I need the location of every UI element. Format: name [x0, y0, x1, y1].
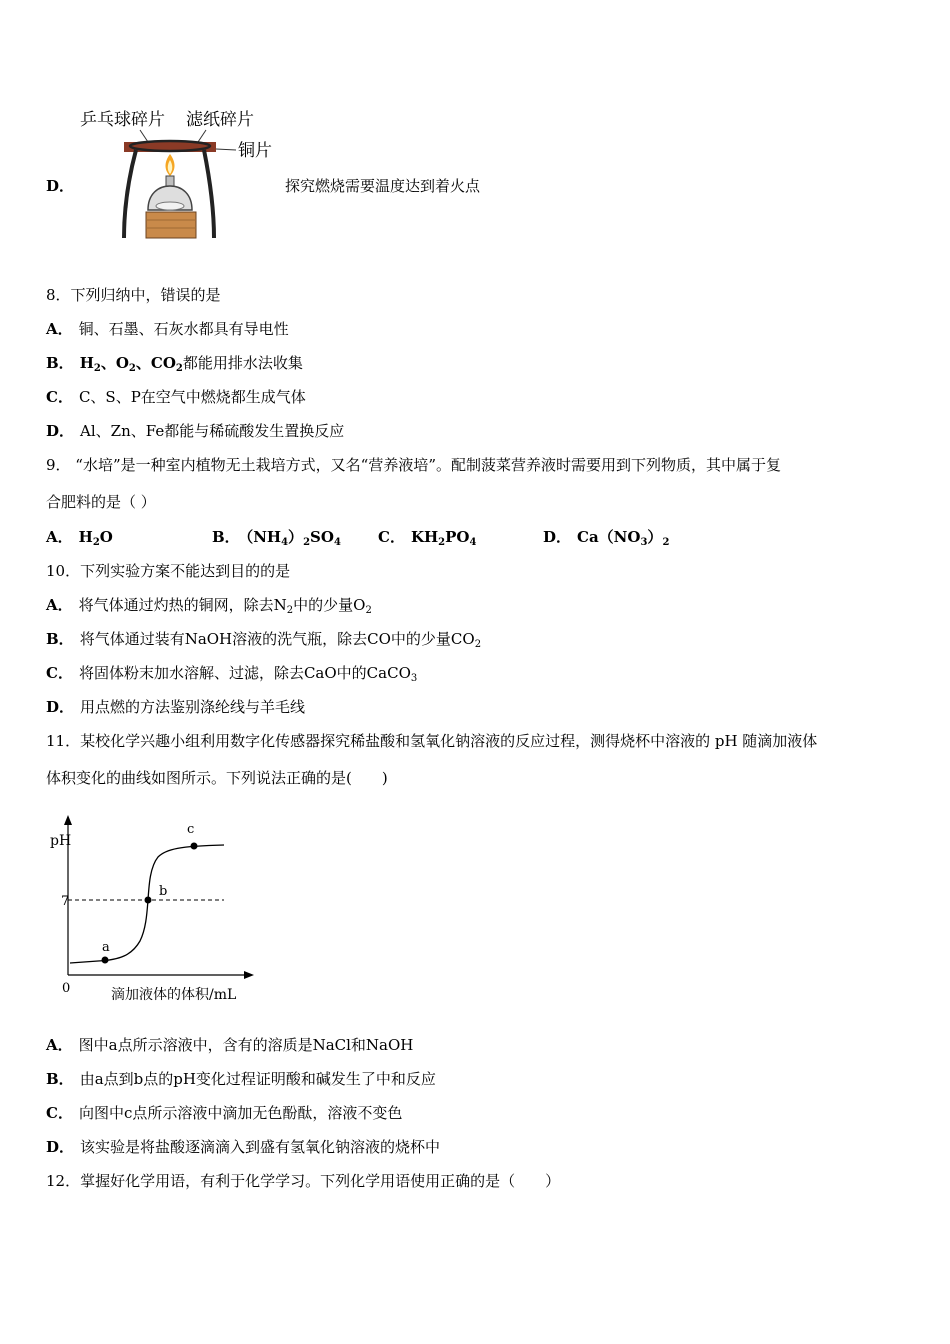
- copper-sheet-label: 铜片: [238, 141, 272, 161]
- q7-option-d: [46, 176, 80, 196]
- option-text: Al、Zn、Fe都能与稀硫酸发生置换反应: [80, 422, 345, 440]
- option-label: A．: [46, 1036, 73, 1054]
- q8-option-c: [46, 387, 306, 407]
- filter-paper-fragment-label: 滤纸碎片: [186, 110, 254, 130]
- q9-stem-line2: 合肥料的是（ ）: [46, 493, 156, 511]
- ph-curve: [70, 845, 224, 963]
- q7-option-d-text: 探究燃烧需要温度达到着火点: [285, 177, 481, 195]
- option-label: A．: [46, 320, 73, 338]
- q9-option-c: C． $KH_2PO_4$: [378, 528, 477, 548]
- option-label: D．: [543, 528, 572, 546]
- origin-label: 0: [62, 981, 71, 996]
- option-label: B．: [46, 1070, 74, 1088]
- q10-option-c: C． 将固体粉末加水溶解、过滤，除去CaO中的CaCO$_3$: [46, 664, 418, 684]
- option-text: C、S、P在空气中燃烧都生成气体: [78, 388, 306, 406]
- option-label: A．: [46, 596, 73, 614]
- y-axis-label: pH: [50, 833, 72, 849]
- q11-stem-line2: 体积变化的曲线如图所示。下列说法正确的是( ): [46, 769, 388, 787]
- option-label: D．: [46, 698, 75, 716]
- option-label: B．: [46, 354, 74, 372]
- ph-curve-chart: [40, 815, 270, 1010]
- point-a: [102, 957, 109, 964]
- q8-option-d: [46, 421, 344, 441]
- option-label: D．: [46, 177, 75, 195]
- point-c-label: c: [187, 822, 195, 837]
- option-label: D．: [46, 1138, 75, 1156]
- wooden-block: [146, 212, 196, 238]
- x-axis-label: 滴加液体的体积/mL: [111, 987, 237, 1003]
- q9-option-d: D． $Ca(NO_3)_2$: [543, 528, 670, 548]
- q11-option-d: D． 该实验是将盐酸逐滴滴入到盛有氢氧化钠溶液的烧杯中: [46, 1138, 441, 1156]
- point-c: [191, 843, 198, 850]
- option-label: A．: [46, 528, 73, 546]
- q10-option-d: D． 用点燃的方法鉴别涤纶线与羊毛线: [46, 698, 306, 716]
- q9-option-b: B． $(NH_4)_2SO_4$: [212, 528, 341, 548]
- q11-stem-line1: 11．某校化学兴趣小组利用数字化传感器探究稀盐酸和氢氧化钠溶液的反应过程，测得烧杯中溶液的 pH 随滴加液体: [46, 732, 818, 750]
- combustion-apparatus-figure: [78, 100, 278, 245]
- q10-stem: 10．下列实验方案不能达到目的的是: [46, 562, 291, 580]
- q9-option-a: A． $H_2O$: [46, 528, 113, 548]
- point-b-label: b: [159, 884, 168, 899]
- point-b: [145, 897, 152, 904]
- option-label: C．: [46, 388, 73, 406]
- option-label: B．: [46, 630, 74, 648]
- option-label: C．: [378, 528, 405, 546]
- q10-option-b: B． 将气体通过装有NaOH溶液的洗气瓶，除去CO中的少量$CO_2$: [46, 630, 482, 650]
- q11-option-a: A． 图中a点所示溶液中，含有的溶质是NaCl和NaOH: [46, 1036, 414, 1054]
- point-a-label: a: [102, 940, 110, 955]
- q8-option-b: B． $H_2$、$O_2$、$CO_2$都能用排水法收集: [46, 354, 303, 374]
- q8-stem: 8．下列归纳中，错误的是: [46, 286, 221, 304]
- q11-option-c: C． 向图中c点所示溶液中滴加无色酚酞，溶液不变色: [46, 1104, 403, 1122]
- q11-option-b: B． 由a点到b点的pH变化过程证明酸和碱发生了中和反应: [46, 1070, 436, 1088]
- q12-stem: 12．掌握好化学用语，有利于化学学习。下列化学用语使用正确的是（ ）: [46, 1172, 561, 1190]
- option-label: C．: [46, 1104, 73, 1122]
- pingpong-fragment-label: 乒乓球碎片: [80, 110, 165, 130]
- tick-label-7: 7: [61, 894, 70, 909]
- q9-stem-line1: 9． “水培”是一种室内植物无土栽培方式，又名“营养液培”。配制菠菜营养液时需要用到下列物质，其中属于复: [46, 456, 781, 474]
- option-label: B．: [212, 528, 240, 546]
- option-label: D．: [46, 422, 75, 440]
- option-label: C．: [46, 664, 73, 682]
- q8-option-a: [46, 319, 289, 339]
- option-text: 铜、石墨、石灰水都具有导电性: [78, 320, 289, 338]
- q10-option-a: A． 将气体通过灼热的铜网，除去$N_2$中的少量$O_2$: [46, 596, 372, 616]
